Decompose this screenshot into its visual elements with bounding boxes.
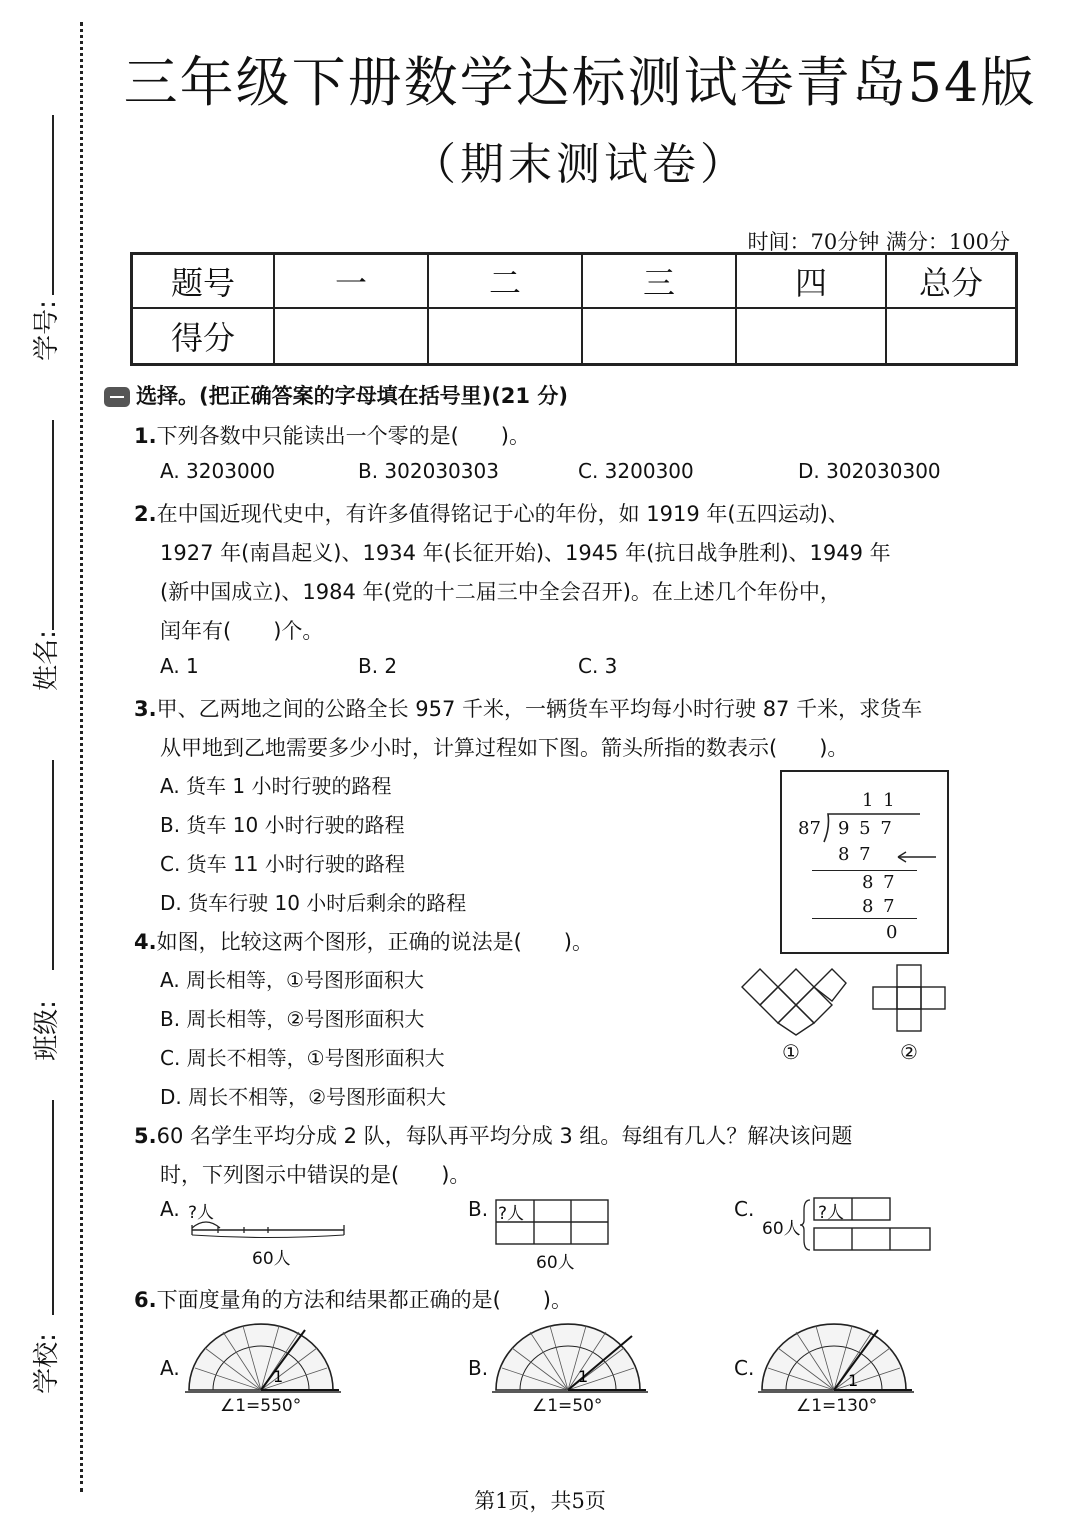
school-line (52, 1100, 54, 1315)
question-text: 如图，比较这两个图形，正确的说法是( )。 (156, 930, 593, 954)
option-b[interactable]: B. 货车 10 小时行驶的路程 (160, 813, 405, 837)
question-number: 6. (134, 1288, 157, 1312)
figure-2-label: ② (900, 1040, 918, 1064)
option-d[interactable]: D. 周长不相等，②号图形面积大 (160, 1085, 447, 1109)
section-title: 选择。(把正确答案的字母填在括号里)(21 分) (136, 384, 568, 408)
score-table (130, 252, 1018, 366)
protractor-figure-c (756, 1318, 916, 1398)
division-remainder-1: 8 7 (862, 872, 897, 893)
segment-diagram (188, 1218, 348, 1240)
score-header-cell: 四 (736, 254, 886, 308)
unknown-label: ?人 (498, 1204, 525, 1224)
option-c[interactable]: C. 3 (578, 654, 618, 678)
option-c[interactable]: C. (734, 1197, 755, 1221)
arrow-left-icon (894, 850, 939, 864)
total-label: 60人 (762, 1219, 801, 1239)
question-text: 下面度量角的方法和结果都正确的是( )。 (156, 1288, 572, 1312)
score-blank-cell[interactable] (274, 308, 428, 365)
question-5 (134, 1120, 852, 1150)
option-a[interactable]: A. (160, 1356, 180, 1380)
figure-1-diamond-shape (738, 965, 850, 1037)
score-header-cell: 总分 (886, 254, 1017, 308)
question-3 (134, 693, 922, 723)
page-footer: 第1页，共5页 (474, 1489, 606, 1513)
protractor-figure-a (183, 1318, 343, 1398)
score-header-cell: 一 (274, 254, 428, 308)
question-number: 1. (134, 424, 157, 448)
option-a[interactable]: A. 周长相等，①号图形面积大 (160, 968, 424, 992)
option-a[interactable]: A. 1 (160, 654, 199, 678)
unknown-label: ?人 (188, 1203, 215, 1223)
section-number-badge-icon (104, 387, 130, 407)
figure-2-cross-shape (870, 962, 950, 1034)
option-c[interactable]: C. (734, 1356, 755, 1380)
angle-mark: 1 (273, 1367, 284, 1386)
score-blank-cell[interactable] (886, 308, 1017, 365)
division-result: 0 (886, 922, 898, 943)
unknown-label: ?人 (818, 1203, 845, 1223)
option-c[interactable]: C. 3200300 (578, 459, 694, 483)
class-label: 班级: (31, 1000, 62, 1061)
option-b[interactable]: B. (468, 1197, 489, 1221)
question-text-line: 在中国近现代史中，有许多值得铭记于心的年份，如 1919 年(五四运动)、 (156, 502, 849, 526)
option-c[interactable]: C. 周长不相等，①号图形面积大 (160, 1046, 445, 1070)
page-title: 三年级下册数学达标测试卷青岛54版 (123, 51, 1037, 114)
option-b[interactable]: B. 302030303 (358, 459, 499, 483)
question-text: 下列各数中只能读出一个零的是( )。 (156, 424, 530, 448)
question-text-line: 闰年有( )个。 (160, 619, 324, 643)
question-text-line: 从甲地到乙地需要多少小时，计算过程如下图。箭头所指的数表示( )。 (160, 736, 849, 760)
option-d[interactable]: D. 302030300 (798, 459, 941, 483)
question-number: 3. (134, 697, 157, 721)
student-id-label: 学号: (31, 300, 62, 361)
question-text-line: 时，下列图示中错误的是( )。 (160, 1163, 471, 1187)
total-label: 60人 (252, 1249, 291, 1269)
figure-1-label: ① (782, 1040, 800, 1064)
question-1 (134, 420, 530, 450)
division-dividend: 9 5 7 (838, 818, 894, 839)
angle-mark: 1 (578, 1367, 589, 1386)
angle-result-b: ∠1=50° (532, 1396, 603, 1416)
score-row-label: 得分 (132, 308, 275, 365)
option-b[interactable]: B. (468, 1356, 489, 1380)
section-heading (104, 380, 568, 410)
question-text-line: 甲、乙两地之间的公路全长 957 千米，一辆货车平均每小时行驶 87 千米，求货车 (156, 697, 923, 721)
option-c[interactable]: C. 货车 11 小时行驶的路程 (160, 852, 405, 876)
option-b[interactable]: B. 2 (358, 654, 398, 678)
division-step-1: 8 7 (838, 844, 873, 865)
division-quotient: 1 1 (862, 790, 897, 811)
total-label: 60人 (536, 1253, 575, 1273)
score-header-cell: 二 (428, 254, 582, 308)
exam-time-score-info: 时间：70分钟 满分：100分 (747, 230, 1010, 254)
question-number: 5. (134, 1124, 157, 1148)
score-blank-cell[interactable] (582, 308, 736, 365)
score-header-cell: 题号 (132, 254, 275, 308)
school-label: 学校: (31, 1333, 62, 1394)
option-a[interactable]: A. 货车 1 小时行驶的路程 (160, 774, 392, 798)
option-b[interactable]: B. 周长相等，②号图形面积大 (160, 1007, 425, 1031)
question-text-line: (新中国成立)、1984 年(党的十二届三中全会召开)。在上述几个年份中， (160, 580, 841, 604)
question-text-line: 60 名学生平均分成 2 队，每队再平均分成 3 组。每组有几人？解决该问题 (156, 1124, 853, 1148)
name-label: 姓名: (31, 630, 62, 691)
question-4 (134, 926, 593, 956)
option-a[interactable]: A. (160, 1197, 180, 1221)
option-d[interactable]: D. 货车行驶 10 小时后剩余的路程 (160, 891, 467, 915)
question-6 (134, 1284, 572, 1314)
division-step-2: 8 7 (862, 896, 897, 917)
angle-result-a: ∠1=550° (220, 1396, 302, 1416)
page-subtitle: （期末测试卷） (412, 139, 748, 190)
division-rule (812, 918, 917, 919)
question-number: 2. (134, 502, 157, 526)
protractor-figure-b (490, 1318, 650, 1398)
question-number: 4. (134, 930, 157, 954)
score-blank-cell[interactable] (428, 308, 582, 365)
question-2 (134, 498, 849, 528)
score-blank-cell[interactable] (736, 308, 886, 365)
division-divisor: 87 (798, 818, 821, 839)
angle-result-c: ∠1=130° (796, 1396, 878, 1416)
score-header-cell: 三 (582, 254, 736, 308)
name-line (52, 420, 54, 630)
class-line (52, 760, 54, 970)
option-a[interactable]: A. 3203000 (160, 459, 276, 483)
long-division-figure (780, 770, 949, 954)
division-rule (812, 870, 917, 871)
question-text-line: 1927 年(南昌起义)、1934 年(长征开始)、1945 年(抗日战争胜利)、1949 年 (160, 541, 891, 565)
angle-mark: 1 (848, 1371, 859, 1390)
binding-dashed-line (80, 22, 83, 1492)
